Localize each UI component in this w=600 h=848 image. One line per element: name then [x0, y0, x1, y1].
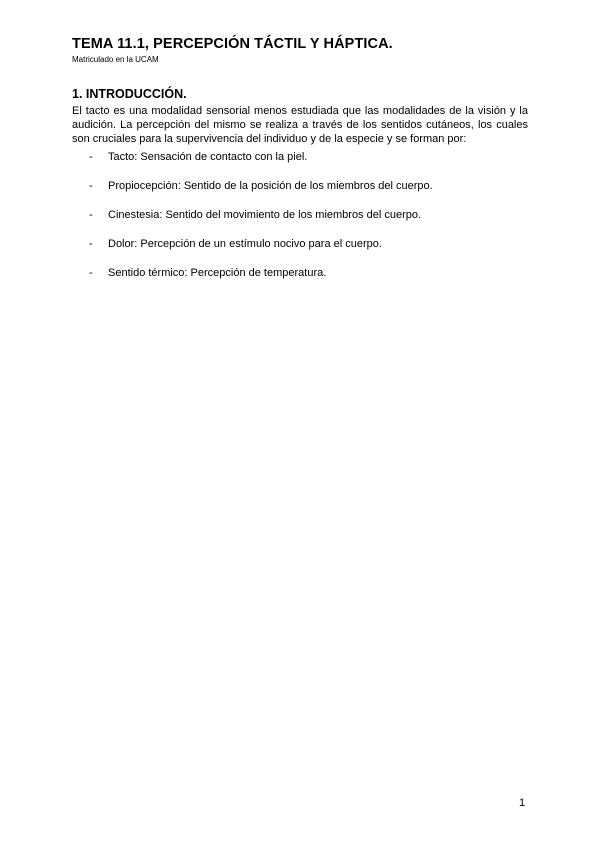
list-item: [72, 237, 532, 251]
list-item: [72, 208, 532, 222]
intro-paragraph: El tacto es una modalidad sensorial menos estudiada que las modalidades de la visión y la audición. La percepción del mismo se realiza a través de los sentidos cutáneos, los cuales son cruciales para la supervivencia del individuo y de la especie y se forman por:: [72, 105, 528, 145]
list-bullet: -: [89, 151, 93, 163]
list-item: [72, 179, 532, 193]
section-heading: 1. INTRODUCCIÓN.: [72, 87, 187, 101]
list-bullet: -: [89, 209, 93, 221]
list-bullet: -: [89, 238, 93, 250]
list-item-text: Tacto: Sensación de contacto con la piel.: [108, 151, 308, 163]
list-item: [72, 266, 532, 280]
document-subtitle: Matriculado en la UCAM: [72, 55, 159, 64]
senses-list: [72, 150, 532, 295]
document-title: TEMA 11.1, PERCEPCIÓN TÁCTIL Y HÁPTICA.: [72, 36, 393, 52]
list-bullet: -: [89, 267, 93, 279]
list-item-text: Sentido térmico: Percepción de temperatura.: [108, 267, 327, 279]
list-item-text: Dolor: Percepción de un estímulo nocivo para el cuerpo.: [108, 238, 382, 250]
page-number: 1: [519, 797, 526, 809]
list-item-text: Cinestesia: Sentido del movimiento de los miembros del cuerpo.: [108, 209, 422, 221]
list-item: [72, 150, 532, 164]
list-item-text: Propiocepción: Sentido de la posición de los miembros del cuerpo.: [108, 180, 433, 192]
list-bullet: -: [89, 180, 93, 192]
